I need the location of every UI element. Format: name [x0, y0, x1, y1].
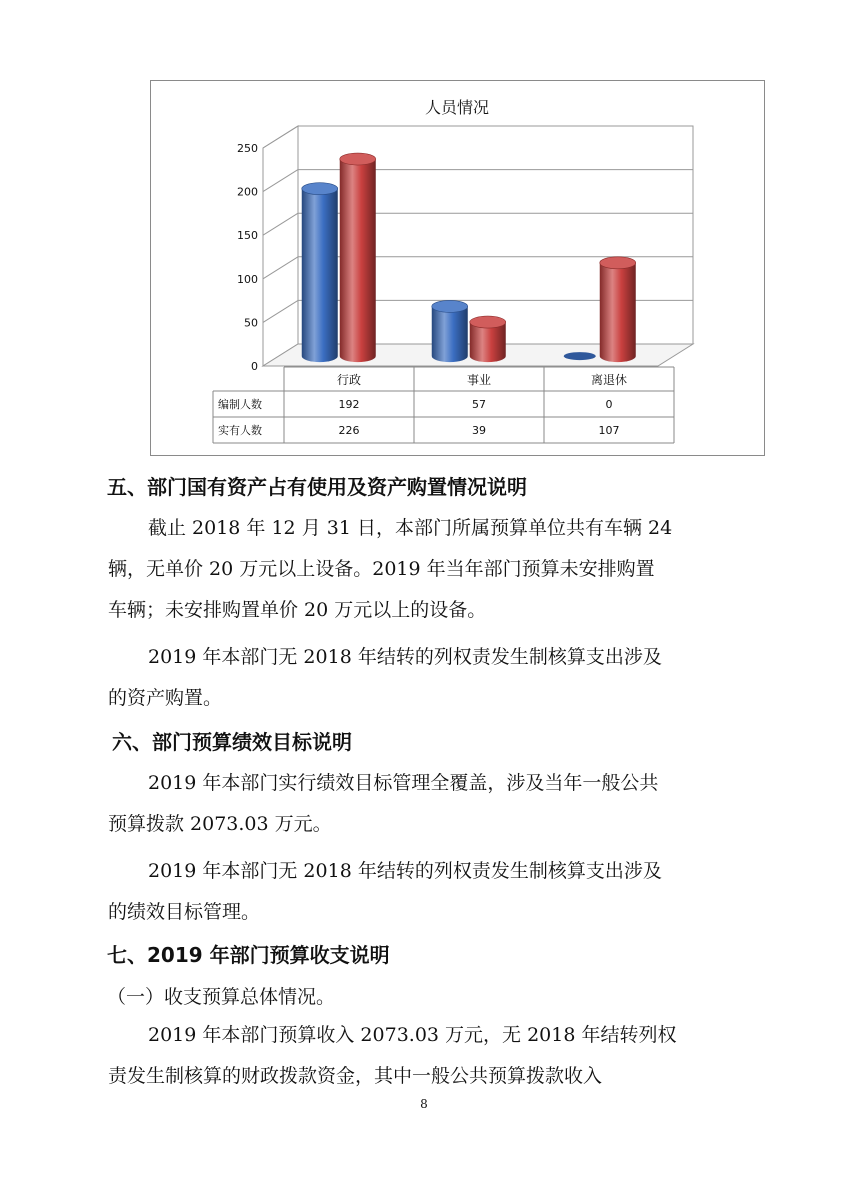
- y-tick-label: 0: [251, 360, 258, 373]
- data-label: 226: [338, 424, 360, 437]
- data-label: 107: [598, 424, 620, 437]
- bar-top: [470, 316, 506, 328]
- chart-canvas: [151, 81, 764, 455]
- category-label: 行政: [336, 373, 362, 387]
- y-tick-label: 100: [237, 272, 258, 286]
- data-label: 0: [605, 398, 613, 411]
- bar: [564, 352, 596, 360]
- section-7-title: 七、2019 年部门预算收支说明: [107, 943, 390, 967]
- paragraph-line: 辆，无单价 20 万元以上设备。2019 年当年部门预算未安排购置: [108, 558, 655, 580]
- bar: [600, 263, 636, 362]
- paragraph-line: 责发生制核算的财政拨款资金，其中一般公共预算拨款收入: [108, 1065, 603, 1087]
- category-label: 事业: [466, 373, 492, 387]
- paragraph-line: 的资产购置。: [108, 687, 223, 709]
- legend-entry: 实有人数: [218, 424, 262, 437]
- paragraph-line: 预算拨款 2073.03 万元。: [108, 813, 332, 835]
- paragraph-line: 的绩效目标管理。: [108, 901, 261, 923]
- y-tick-label: 250: [237, 142, 258, 155]
- bar-top: [302, 183, 338, 195]
- data-label: 57: [472, 398, 486, 411]
- section-6-title: 六、部门预算绩效目标说明: [112, 730, 352, 754]
- personnel-chart: [150, 80, 765, 456]
- chart-side-wall: [263, 126, 298, 366]
- y-tick-label: 150: [237, 229, 258, 243]
- chart-title: 人员情况: [424, 98, 490, 117]
- bar-top: [432, 300, 468, 312]
- legend-entry: 编制人数: [218, 398, 262, 411]
- y-tick-label: 200: [237, 185, 258, 199]
- page-number: 8: [420, 1097, 428, 1111]
- paragraph-line: 截止 2018 年 12 月 31 日，本部门所属预算单位共有车辆 24: [148, 517, 673, 539]
- bar-top: [340, 153, 376, 165]
- paragraph-line: 2019 年本部门无 2018 年结转的列权责发生制核算支出涉及: [148, 646, 662, 668]
- bar: [302, 189, 338, 362]
- paragraph-line: 车辆；未安排购置单价 20 万元以上的设备。: [108, 599, 487, 621]
- data-label: 192: [338, 398, 360, 411]
- data-label: 39: [472, 424, 486, 437]
- bar: [340, 159, 376, 362]
- bar-top: [600, 257, 636, 269]
- paragraph-line: 2019 年本部门无 2018 年结转的列权责发生制核算支出涉及: [148, 860, 662, 882]
- section-5-title: 五、部门国有资产占有使用及资产购置情况说明: [107, 475, 527, 499]
- bar: [432, 306, 468, 362]
- category-label: 离退休: [590, 373, 628, 387]
- y-tick-label: 50: [244, 316, 258, 330]
- subsection-title: （一）收支预算总体情况。: [107, 986, 336, 1008]
- paragraph-line: 2019 年本部门实行绩效目标管理全覆盖，涉及当年一般公共: [148, 772, 659, 794]
- paragraph-line: 2019 年本部门预算收入 2073.03 万元，无 2018 年结转列权: [148, 1024, 677, 1046]
